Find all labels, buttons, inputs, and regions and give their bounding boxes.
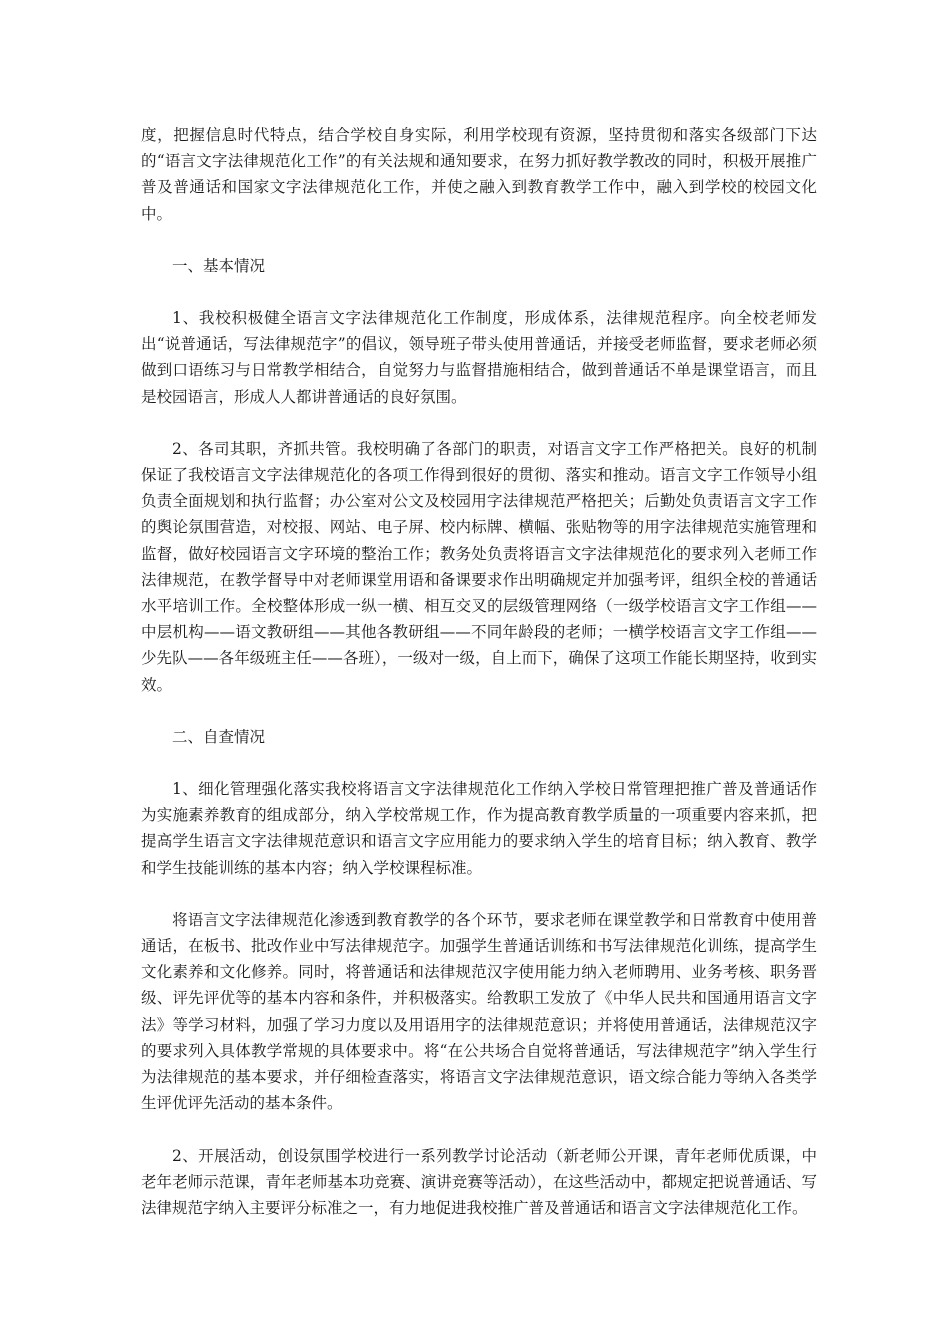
paragraph-inspection-2: 2、开展活动，创设氛围学校进行一系列教学讨论活动（新老师公开课，青年老师优质课，中老年老师示范课，青年老师基本功竞赛、演讲竞赛等活动），在这些活动中，都规定把说普通话、写法律规范字纳入主要评分标准之一，有力地促进我校推广普及普通话和语言文字法律规范化工作。 (141, 1146, 817, 1217)
document-body (141, 122, 817, 1247)
paragraph-basic-2: 2、各司其职，齐抓共管。我校明确了各部门的职责，对语言文字工作严格把关。良好的机制保证了我校语言文字法律规范化的各项工作得到很好的贯彻、落实和推动。语言文字工作领导小组负责全面规划和执行监督；办公室对公文及校园用字法律规范严格把关；后勤处负责语言文字工作的舆论氛围营造，对校报、网站、电子屏、校内标牌、横幅、张贴物等的用字法律规范实施管理和监督，做好校园语言文字环境的整治工作；教务处负责将语言文字法律规范化的要求列入老师工作法律规范，在教学督导中对老师课堂用语和备课要求作出明确规定并加强考评，组织全校的普通话水平培训工作。全校整体形成一纵一横、相互交叉的层级管理网络（一级学校语言文字工作组——中层机构——语文教研组——其他各教研组——不同年龄段的老师；一横学校语言文字工作组——少先队——各年级班主任——各班），一级对一级，自上而下，确保了这项工作能长期坚持，收到实效。 (141, 439, 817, 694)
continued-paragraph: 度，把握信息时代特点，结合学校自身实际，利用学校现有资源，坚持贯彻和落实各级部门下达的“语言文字法律规范化工作”的有关法规和通知要求，在努力抓好教学教改的同时，积极开展推广普及普通话和国家文字法律规范化工作，并使之融入到教育教学工作中，融入到学校的校园文化中。 (141, 126, 817, 223)
section-heading-self-inspection: 二、自查情况 (172, 727, 266, 746)
paragraph-inspection-1b: 将语言文字法律规范化渗透到教育教学的各个环节，要求老师在课堂教学和日常教育中使用普通话，在板书、批改作业中写法律规范字。加强学生普通话训练和书写法律规范化训练，提高学生文化素养和文化修养。同时，将普通话和法律规范汉字使用能力纳入老师聘用、业务考核、职务晋级、评先评优等的基本内容和条件，并积极落实。给教职工发放了《中华人民共和国通用语言文字法》等学习材料，加强了学习力度以及用语用字的法律规范意识；并将使用普通话，法律规范汉字的要求列入具体教学常规的具体要求中。将“在公共场合自觉将普通话，写法律规范字”纳入学生行为法律规范的基本要求，并仔细检查落实，将语言文字法律规范意识，语文综合能力等纳入各类学生评优评先活动的基本条件。 (141, 910, 817, 1113)
paragraph-basic-1: 1、我校积极健全语言文字法律规范化工作制度，形成体系，法律规范程序。向全校老师发出“说普通话，写法律规范字”的倡议，领导班子带头使用普通话，并接受老师监督，要求老师必须做到口语练习与日常教学相结合，自觉努力与监督措施相结合，做到普通话不单是课堂语言，而且是校园语言，形成人人都讲普通话的良好氛围。 (141, 309, 817, 406)
section-heading-basic-situation: 一、基本情况 (172, 256, 266, 275)
paragraph-inspection-1: 1、细化管理强化落实我校将语言文字法律规范化工作纳入学校日常管理把推广普及普通话作为实施素养教育的组成部分，纳入学校常规工作，作为提高教育教学质量的一项重要内容来抓，把提高学生语言文字法律规范意识和语言文字应用能力的要求纳入学生的培育目标；纳入教育、教学和学生技能训练的基本内容；纳入学校课程标准。 (141, 780, 817, 877)
